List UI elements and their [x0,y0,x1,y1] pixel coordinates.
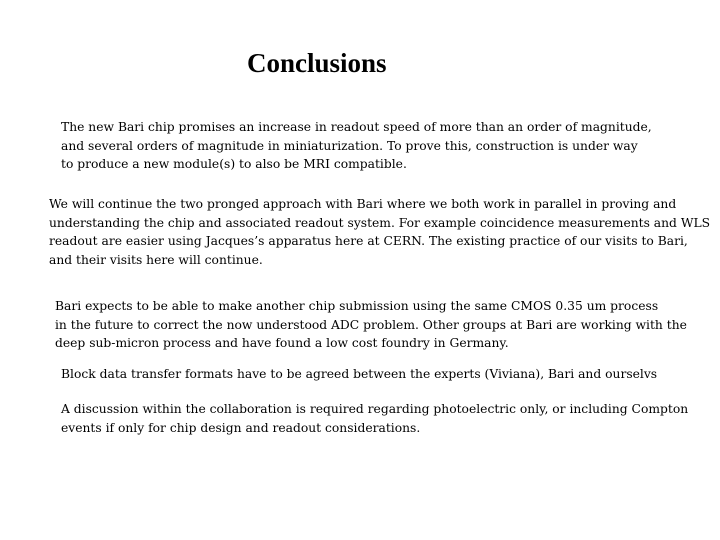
paragraph-line: in the future to correct the now understood ADC problem. Other groups at Bari are working with the [55,317,687,332]
paragraph-line: We will continue the two pronged approach with Bari where we both work in parallel in proving and [49,197,677,211]
paragraph-line: The new Bari chip promises an increase in readout speed of more than an order of magnitude, [61,120,652,134]
paragraph-line: readout are easier using Jacques’s apparatus here at CERN. The existing practice of our visits to Bari, [49,234,688,248]
paragraph-line: A discussion within the collaboration is required regarding photoelectric only, or including Compton [61,402,689,416]
paragraph-bari-chip-speed [61,118,652,174]
paragraph-line: understanding the chip and associated readout system. For example coincidence measurements and WLS [49,215,711,230]
paragraph-line: Block data transfer formats have to be agreed between the experts (Viviana), Bari and ourselvs [61,367,658,381]
paragraph-two-pronged-approach [49,195,710,269]
paragraph-line: and their visits here will continue. [49,252,263,267]
paragraph-line: deep sub-micron process and have found a low cost foundry in Germany. [55,336,509,350]
paragraph-chip-submission [55,297,687,353]
paragraph-line: events if only for chip design and readout considerations. [61,420,421,435]
slide-title: Conclusions [247,48,387,78]
paragraph-line: Bari expects to be able to make another chip submission using the same CMOS 0.35 um process [55,299,659,313]
paragraph-line: and several orders of magnitude in miniaturization. To prove this, construction is under way [61,138,638,153]
paragraph-collaboration-discussion [61,400,688,437]
paragraph-data-transfer-formats [61,365,657,384]
paragraph-line: to produce a new module(s) to also be MRI compatible. [61,157,407,171]
